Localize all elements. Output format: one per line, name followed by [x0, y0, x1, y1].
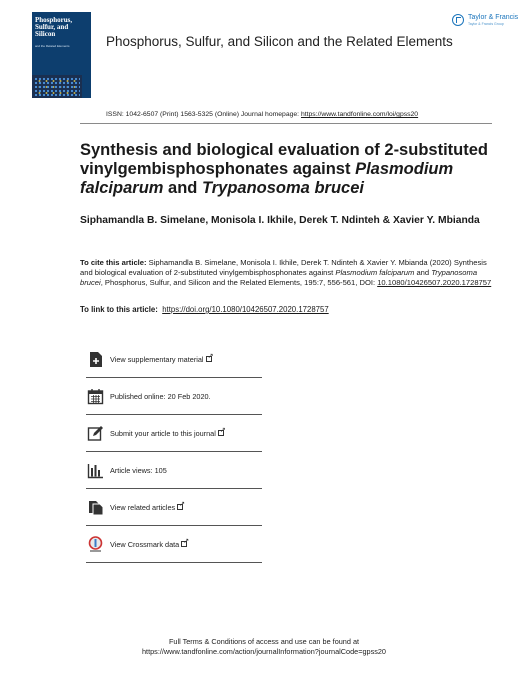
crossmark-link[interactable] [86, 526, 262, 563]
article-views-item [86, 452, 262, 489]
external-link-icon [177, 504, 183, 510]
publisher-name: Taylor & Francis [468, 14, 519, 21]
cover-subtitle: and the Related Elements [35, 44, 70, 48]
link-label: View supplementary material [110, 354, 204, 364]
external-link-icon [218, 430, 224, 436]
footer [0, 637, 528, 657]
issn-line [106, 111, 418, 118]
article-link-label: To link to this article: [80, 305, 158, 314]
journal-title: Phosphorus, Sulfur, and Silicon and the Related Elements [106, 34, 453, 49]
cover-title-line: Sulfur, and [35, 23, 69, 31]
article-links-list [86, 341, 262, 563]
citation-italic: Trypanosoma brucei [80, 268, 478, 287]
footer-terms-text: Full Terms & Conditions of access and use can be found at [168, 637, 360, 646]
calendar-icon [87, 388, 104, 405]
citation [80, 258, 495, 288]
journal-homepage-link[interactable]: https://www.tandfonline.com/loi/gpss20 [300, 111, 419, 118]
related-articles-icon [87, 499, 104, 516]
article-title-italic: Trypanosoma brucei [201, 179, 364, 197]
citation-text: , Phosphorus, Sulfur, and Silicon and the Related Elements, 195:7, 556-561, DOI: [100, 278, 378, 287]
edit-icon [87, 425, 104, 442]
submit-article-link[interactable] [86, 415, 262, 452]
article-title-italic: Plasmodium falciparum [80, 160, 454, 197]
citation-text: Siphamandla B. Simelane, Monisola I. Ikhile, Derek T. Ndinteh & Xavier Y. Mbianda (2020) Synthesis and biological evaluation of 2-substituted vinylgembisphosphonates against [80, 258, 487, 277]
article-link-line [80, 305, 329, 314]
link-label: View Crossmark data [110, 539, 180, 549]
header-divider [80, 123, 492, 124]
publisher-logo[interactable] [452, 14, 518, 26]
citation-text: and [414, 268, 432, 277]
citation-label: To cite this article: [80, 258, 147, 267]
external-link-icon [206, 356, 212, 362]
taylor-francis-logo-icon [452, 14, 464, 26]
external-link-icon [181, 541, 187, 547]
supplementary-icon [87, 351, 104, 368]
article-doi-url[interactable]: https://doi.org/10.1080/10426507.2020.1728757 [162, 305, 329, 314]
publisher-logo-text [468, 14, 518, 26]
published-online-item [86, 378, 262, 415]
link-label: Published online: 20 Feb 2020. [110, 391, 211, 401]
doi-link[interactable]: 10.1080/10426507.2020.1728757 [377, 278, 492, 287]
cover-title-line: Silicon [35, 30, 56, 38]
article-title-text: Synthesis and biological evaluation of 2-substituted vinylgembisphosphonates against [80, 141, 488, 178]
link-label: Submit your article to this journal [110, 428, 216, 438]
cover-title-line: Phosphorus, [35, 16, 73, 24]
publisher-tagline: Taylor & Francis Group [468, 22, 504, 26]
footer-terms-link[interactable]: https://www.tandfonline.com/action/journalInformation?journalCode=gpss20 [142, 647, 386, 656]
related-articles-link[interactable] [86, 489, 262, 526]
issn-text: ISSN: 1042-6507 (Print) 1563-5325 (Online) Journal homepage: [106, 111, 301, 118]
bar-chart-icon [87, 462, 104, 479]
citation-italic: Plasmodium falciparum [335, 268, 415, 277]
cover-title [35, 17, 89, 38]
article-title [80, 141, 500, 198]
link-label: Article views: 105 [110, 465, 167, 475]
article-authors: Siphamandla B. Simelane, Monisola I. Ikhile, Derek T. Ndinteh & Xavier Y. Mbianda [80, 215, 480, 226]
crossmark-icon [87, 536, 104, 553]
link-label: View related articles [110, 502, 176, 512]
supplementary-material-link[interactable] [86, 341, 262, 378]
journal-cover-thumbnail [32, 75, 82, 98]
article-title-text: and [163, 179, 202, 197]
